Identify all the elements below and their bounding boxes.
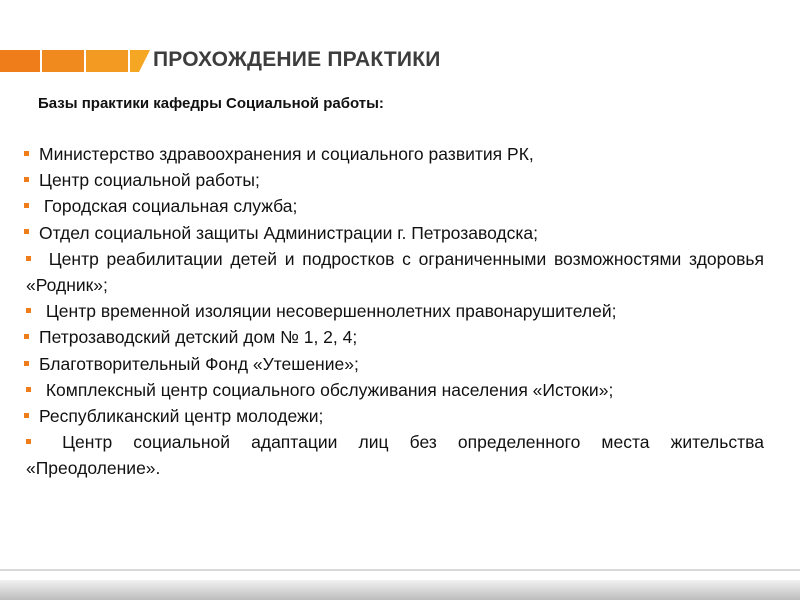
footer-divider bbox=[0, 569, 800, 571]
slide-title: ПРОХОЖДЕНИЕ ПРАКТИКИ bbox=[153, 48, 441, 71]
bullet-icon bbox=[26, 256, 31, 261]
list-item: Республиканский центр молодежи; bbox=[24, 403, 764, 429]
practice-bases-list bbox=[24, 141, 764, 482]
list-item: Центр реабилитации детей и подростков с ограниченными возможностями здоровья «Родник»; bbox=[26, 248, 764, 296]
bullet-icon bbox=[24, 203, 29, 208]
list-item: Благотворительный Фонд «Утешение»; bbox=[24, 351, 764, 377]
footer-bar bbox=[0, 580, 800, 600]
slide-subtitle: Базы практики кафедры Социальной работы: bbox=[38, 95, 384, 112]
bullet-icon bbox=[24, 334, 29, 339]
bullet-icon bbox=[24, 151, 29, 156]
bullet-icon bbox=[26, 308, 31, 313]
list-item: Министерство здравоохранения и социального развития РК, bbox=[24, 141, 764, 167]
bullet-icon bbox=[24, 413, 29, 418]
list-item: Центр социальной адаптации лиц без определенного места жительства «Преодоление». bbox=[26, 432, 764, 479]
bullet-icon bbox=[26, 387, 31, 392]
title-accent-bar bbox=[0, 50, 150, 72]
bullet-icon bbox=[24, 229, 29, 234]
list-item: Центр социальной работы; bbox=[24, 167, 764, 193]
bullet-icon bbox=[26, 439, 31, 444]
list-item: Отдел социальной защиты Администрации г. Петрозаводска; bbox=[24, 220, 764, 246]
list-item: Комплексный центр социального обслуживания населения «Истоки»; bbox=[24, 377, 764, 403]
list-item: Петрозаводский детский дом № 1, 2, 4; bbox=[24, 324, 764, 350]
list-item: Городская социальная служба; bbox=[24, 193, 764, 219]
bullet-icon bbox=[24, 177, 29, 182]
list-item: Центр временной изоляции несовершеннолетних правонарушителей; bbox=[24, 298, 764, 324]
bullet-icon bbox=[24, 361, 29, 366]
